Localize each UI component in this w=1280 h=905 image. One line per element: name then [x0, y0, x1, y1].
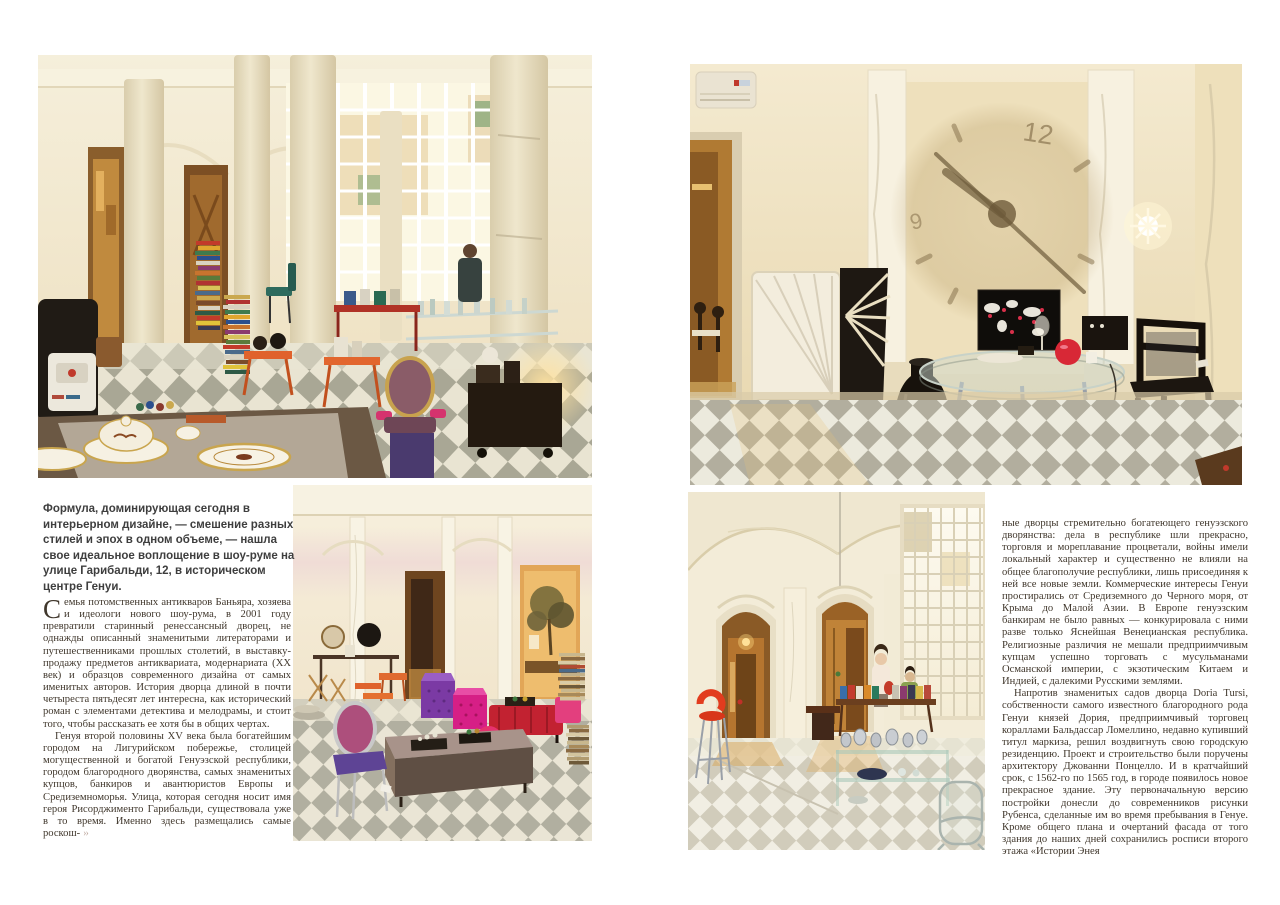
photo-clock-projection-room: [690, 64, 1242, 485]
intro-paragraph: Формула, доминирующая сегодня в интерьерном дизайне, — смешение разных стилей и эпох в одном объеме, — нашла свое идеальное воплощение в шоу-руме на улице Гарибальди, 12, в историческом центре Генуи.: [43, 503, 295, 593]
body-paragraph-1: [43, 594, 291, 731]
pilaster: [884, 574, 900, 738]
photo-lounge-with-poufs: [293, 485, 592, 841]
continuation-marker: ››: [83, 827, 88, 839]
porcelain-table: [38, 407, 386, 478]
wall-sconce-light: [1124, 202, 1172, 250]
right-text-column: [1002, 518, 1248, 858]
checkered-floor: [690, 400, 1242, 485]
clock-numeral-12: 12: [1021, 116, 1056, 151]
bright-doorway-with-tree: [520, 565, 580, 701]
ceiling: [293, 485, 592, 515]
magenta-pouf: [453, 688, 487, 729]
paragraph-text: Напротив знаменитых садов дворца Doria Tursi, собственности самого известного благородного рода Генуи князей Дория, предприимчивый торговец кораллами Бальдассар Ломеллино, недавно купивший титул маркиза, решил воздвигнуть свою городскую резиденцию. Проект и строительство были поручены архитектору Джованни Понцелло. И в кратчайший срок, с 1562-го по 1565 год, в городе появилось новое прекрасное здание. Эту первоначальную версию постройки донесли до современников рисунки Рубенса, сделанные им во время пребывания в Генуе. Кроме общего плана и очертаний фасада от того здания до наших дней сохранились росписи второго этажа «Истории Энея: [1002, 688, 1248, 858]
showroom-main-illustration: [38, 55, 592, 478]
lounge-illustration: [293, 485, 592, 841]
paragraph-text: ные дворцы стремительно богатеющего генуэзского дворянства: дела в республике шли прекрасно, торговля и мореплавание процветали, войны имели локальный характер и существенно не влияли на общее благополучие республики, лишь присоединяя к ней все новые земли. Коммерческие интересы Генуи простирались от Средиземного до Черного моря, от Крыма до Малой Азии. В Европе генуэзским банкирам не было равных — конкурировала с ними разве только Яснейшая Венецианская республика. Религиозные различия не мешали предприимчивым купцам успешно торговать с мусульманами Османской империи, с экзотическим Китаем и Индией, с далекими Русскими землями.: [1002, 518, 1248, 688]
marble-pilaster: [784, 588, 806, 740]
clock-room-illustration: [690, 64, 1242, 485]
pink-pouf: [555, 697, 581, 723]
body-paragraph-4: [1002, 688, 1248, 858]
photo-showroom-main-hall: [38, 55, 592, 478]
acrylic-chair: [938, 782, 984, 850]
drop-cap: С: [43, 594, 62, 624]
white-cube-unit: [48, 353, 96, 411]
purple-pouf: [421, 673, 455, 718]
vaulted-gallery-illustration: [688, 492, 985, 850]
clock-numeral-9: 9: [907, 207, 926, 235]
photo-vaulted-gallery: [688, 492, 985, 850]
air-conditioner: [696, 72, 756, 108]
paragraph-text: Генуя второй половины XV века была богатейшим городом на Лигурийском побережье, столицей могущественной и богатой Генуэзской республики, городом благородного дворянства, самых знаменитых купцов, банкиров и авантюристов Европы и Средиземноморья. Улица, которая сегодня носит имя героя Рисорджименто Гарибальди, существовала уже в то время. Именно здесь размещались самые роскош-: [43, 730, 291, 839]
clock-center: [988, 200, 1016, 228]
body-paragraph-2: [43, 731, 291, 840]
body-paragraph-3: [1002, 518, 1248, 688]
amber-doorway: [690, 132, 742, 400]
left-text-column: [43, 594, 291, 840]
paragraph-text: емья потомственных антикваров Баньяра, хозяева и идеологи нового шоу-рума, в 2001 году превратили старинный ренессансный дворец, не однажды описанный знаменитыми литераторами и путешественниками прошлых столетий, в выставку-продажу предметов антиквариата, модернариата (XX век) и образцов современного дизайна от самых именитых авторов. История дворца длиной в почти четыреста пятьдесят лет интересна, как исторический роман с элементами детектива и мелодрамы, и стоит того, чтобы рассказать ее хотя бы в общих чертах.: [43, 597, 291, 730]
